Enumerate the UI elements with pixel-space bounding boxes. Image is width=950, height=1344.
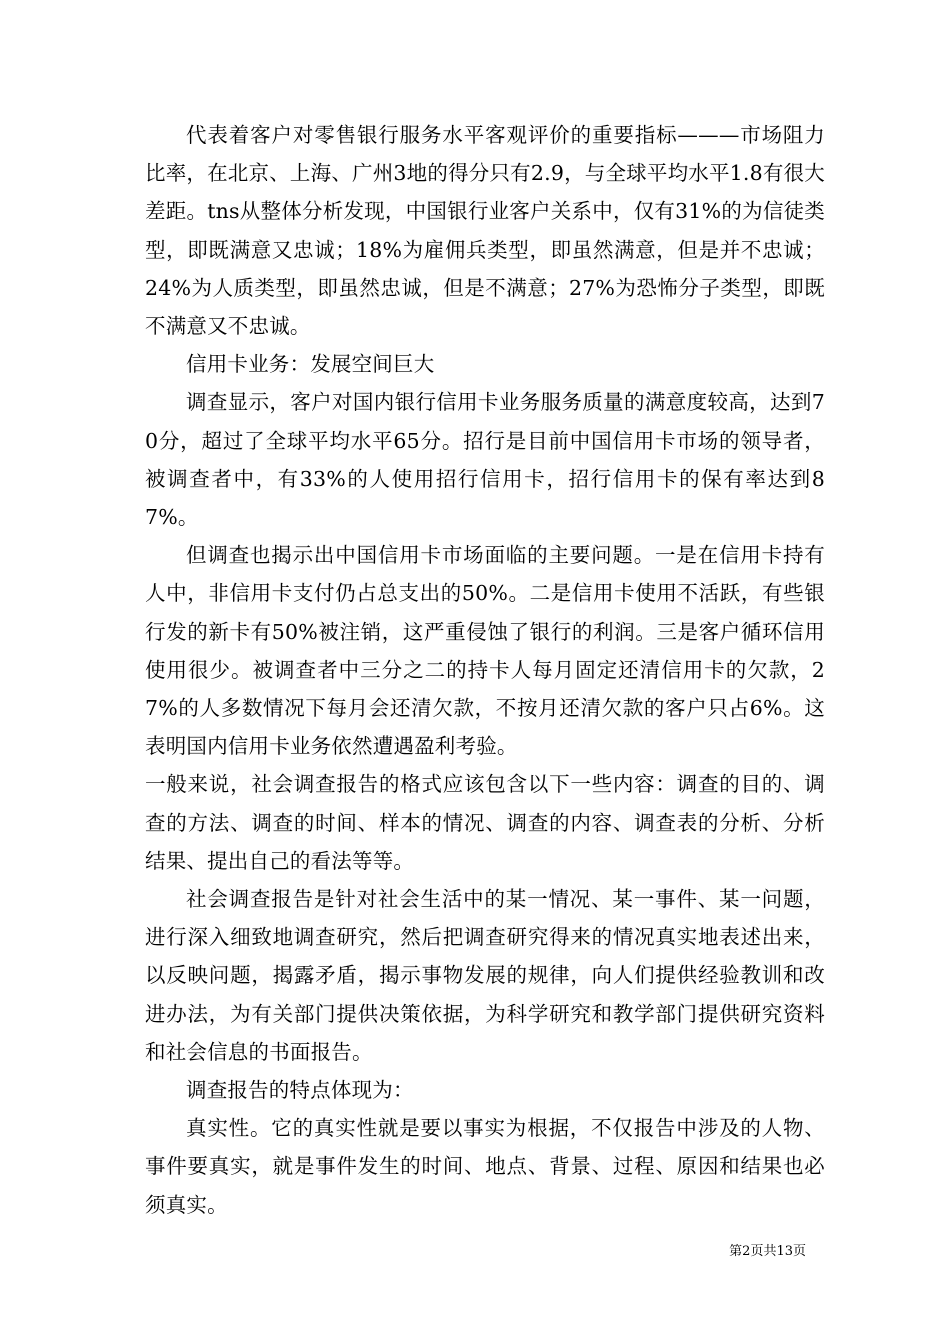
paragraph-credit-card-problems: 但调查也揭示出中国信用卡市场面临的主要问题。一是在信用卡持有人中，非信用卡支付仍占总支出的50%。二是信用卡使用不活跃，有些银行发的新卡有50%被注销，这严重侵蚀了银行的利润。三是客户循环信用使用很少。被调查者中三分之二的持卡人每月固定还清信用卡的欠款，27%的人多数情况下每月会还清欠款，不按月还清欠款的客户只占6%。这表明国内信用卡业务依然遭遇盈利考验。 bbox=[145, 543, 825, 759]
paragraph-report-features-intro: 调查报告的特点体现为： bbox=[186, 1078, 414, 1103]
paragraph-market-resistance: 代表着客户对零售银行服务水平客观评价的重要指标———市场阻力比率，在北京、上海、广州3地的得分只有2.9，与全球平均水平1.8有很大差距。tns从整体分析发现，中国银行业客户关系中，仅有31%的为信徒类型，即既满意又忠诚；18%为雇佣兵类型，即虽然满意，但是并不忠诚；24%为人质类型，即虽然忠诚，但是不满意；27%为恐怖分子类型，即既不满意又不忠诚。 bbox=[145, 123, 825, 339]
page-number-footer: 第2页共13页 bbox=[729, 1244, 806, 1259]
paragraph-report-definition: 社会调查报告是针对社会生活中的某一情况、某一事件、某一问题，进行深入细致地调查研究，然后把调查研究得来的情况真实地表述出来，以反映问题，揭露矛盾，揭示事物发展的规律，向人们提供经验教训和改进办法，为有关部门提供决策依据，为科学研究和教学部门提供研究资料和社会信息的书面报告。 bbox=[145, 887, 825, 1064]
paragraph-report-format: 一般来说，社会调查报告的格式应该包含以下一些内容：调查的目的、调查的方法、调查的时间、样本的情况、调查的内容、调查表的分析、分析结果、提出自己的看法等等。 bbox=[145, 772, 825, 873]
paragraph-credit-card-satisfaction: 调查显示，客户对国内银行信用卡业务服务质量的满意度较高，达到70分，超过了全球平均水平65分。招行是目前中国信用卡市场的领导者，被调查者中，有33%的人使用招行信用卡，招行信用卡的保有率达到87%。 bbox=[145, 390, 825, 530]
paragraph-credit-card-heading: 信用卡业务：发展空间巨大 bbox=[186, 352, 435, 377]
document-body bbox=[145, 116, 825, 1224]
paragraph-authenticity: 真实性。它的真实性就是要以事实为根据，不仅报告中涉及的人物、事件要真实，就是事件发生的时间、地点、背景、过程、原因和结果也必须真实。 bbox=[145, 1116, 825, 1217]
